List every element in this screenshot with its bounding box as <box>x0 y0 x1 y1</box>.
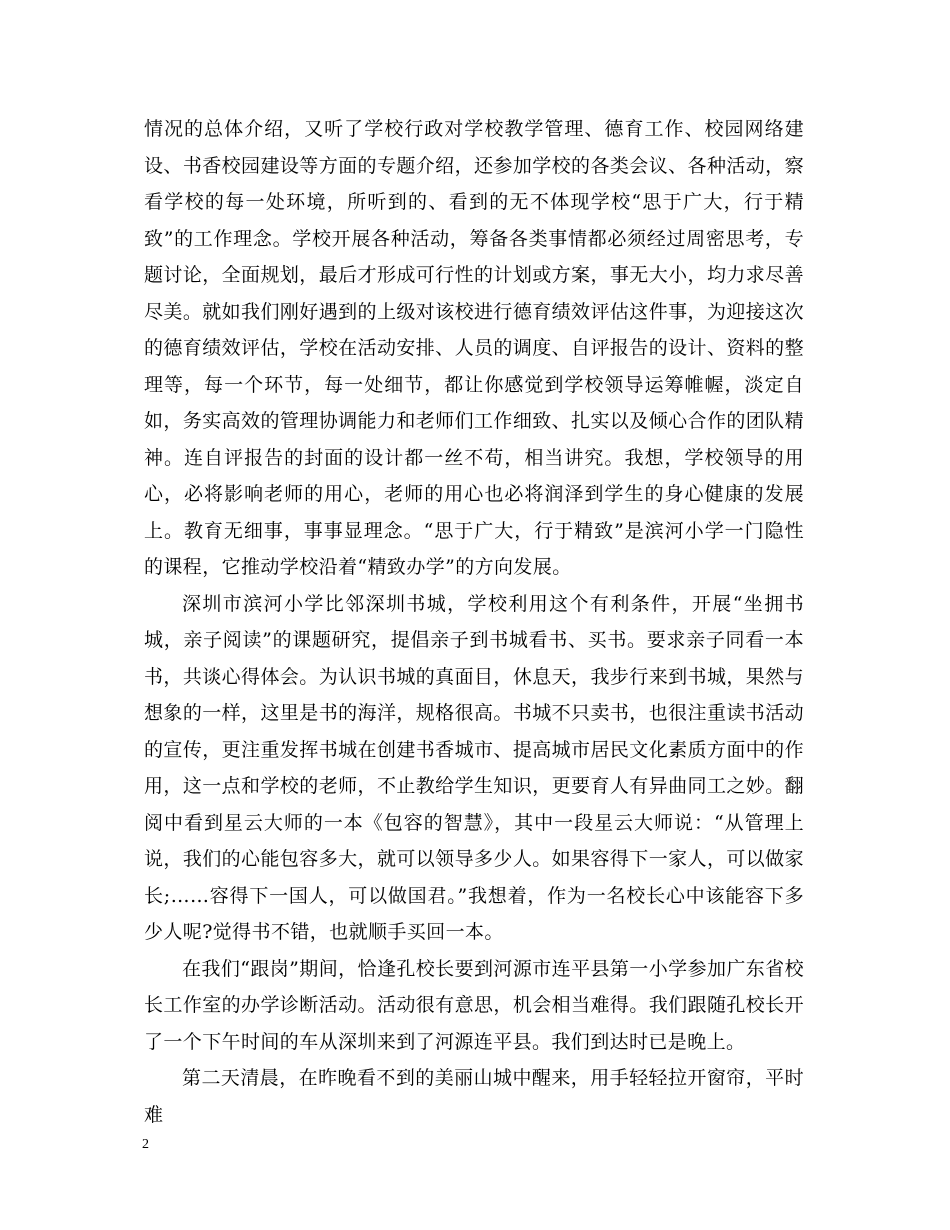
page-number: 2 <box>142 1137 149 1152</box>
paragraph-next-morning: 第二天清晨，在昨晚看不到的美丽山城中醒来，用手轻轻拉开窗帘，平时难 <box>144 1067 804 1126</box>
paragraph-continuation: 情况的总体介绍，又听了学校行政对学校教学管理、德育工作、校园网络建设、书香校园建设等方面的专题介绍，还参加学校的各类会议、各种活动，察看学校的每一处环境，所听到的、看到的无不体现学校“思于广大，行于精致”的工作理念。学校开展各种活动，筹备各类事情都必须经过周密思考，专题讨论，全面规划，最后才形成可行性的计划或方案，事无大小，均力求尽善尽美。就如我们刚好遇到的上级对该校进行德育绩效评估这件事，为迎接这次的德育绩效评估，学校在活动安排、人员的调度、自评报告的设计、资料的整理等，每一个环节，每一处细节，都让你感觉到学校领导运筹帷幄，淡定自如，务实高效的管理协调能力和老师们工作细致、扎实以及倾心合作的团队精神。连自评报告的封面的设计都一丝不苟，相当讲究。我想，学校领导的用心，必将影响老师的用心，老师的用心也必将润泽到学生的身心健康的发展上。教育无细事，事事显理念。“思于广大，行于精致”是滨河小学一门隐性的课程，它推动学校沿着“精致办学”的方向发展。 <box>144 118 804 578</box>
paragraph-following-visit: 在我们“跟岗”期间，恰逢孔校长要到河源市连平县第一小学参加广东省校长工作室的办学诊断活动。活动很有意思，机会相当难得。我们跟随孔校长开了一个下午时间的车从深圳来到了河源连平县。我们到达时已是晚上。 <box>144 957 804 1053</box>
paragraph-shenzhen-book-city: 深圳市滨河小学比邻深圳书城，学校利用这个有利条件，开展“坐拥书城，亲子阅读”的课题研究，提倡亲子到书城看书、买书。要求亲子同看一本书，共谈心得体会。为认识书城的真面目，休息天，我步行来到书城，果然与想象的一样，这里是书的海洋，规格很高。书城不只卖书，也很注重读书活动的宣传，更注重发挥书城在创建书香城市、提高城市居民文化素质方面中的作用，这一点和学校的老师，不止教给学生知识，更要育人有异曲同工之妙。翻阅中看到星云大师的一本《包容的智慧》，其中一段星云大师说：“从管理上说，我们的心能包容多大，就可以领导多少人。如果容得下一家人，可以做家长;……容得下一国人，可以做国君。”我想着，作为一名校长心中该能容下多少人呢?觉得书不错，也就顺手买回一本。 <box>144 592 804 943</box>
body-text <box>144 111 804 1133</box>
